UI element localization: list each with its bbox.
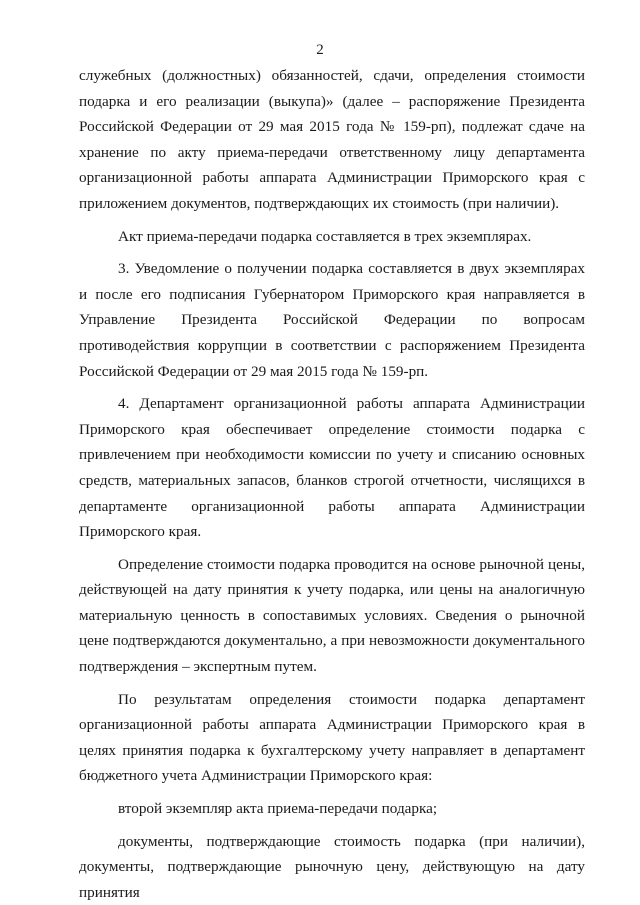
document-body xyxy=(79,63,585,905)
paragraph-act-copies: Акт приема-передачи подарка составляется в трех экземплярах. xyxy=(118,227,532,245)
paragraph-second-copy: второй экземпляр акта приема-передачи подарка; xyxy=(118,800,438,818)
paragraph-valuation: Определение стоимости подарка проводится на основе рыночной цены, действующей на дату принятия к учету подарка, или цены на аналогичную материальную ценность в сопоставимых условиях. Сведения о рыночной цене подтверждаются документально, а при невозможности документального подтверждения – экспертным путем. xyxy=(79,555,585,676)
page-number: 2 xyxy=(316,42,324,58)
paragraph-continuation: служебных (должностных) обязанностей, сдачи, определения стоимости подарка и его реализации (выкупа)» (далее – распоряжение Президента Российской Федерации от 29 мая 2015 года № 159-рп), подлежат сдаче на хранение по акту приема-передачи ответственному лицу департамента организационной работы аппарата Администрации Приморского края с приложением документов, подтверждающих их стоимость (при наличии). xyxy=(79,67,585,212)
paragraph-item-4: 4. Департамент организационной работы аппарата Администрации Приморского края обеспечивает определение стоимости подарка с привлечением при необходимости комиссии по учету и списанию основных средств, материальных запасов, бланков строгой отчетности, числящихся в департаменте организационной работы аппарата Администрации Приморского края. xyxy=(79,395,585,541)
paragraph-documents: документы, подтверждающие стоимость подарка (при наличии), документы, подтверждающие рыночную цену, действующую на дату принятия xyxy=(79,832,585,901)
paragraph-item-3: 3. Уведомление о получении подарка составляется в двух экземплярах и после его подписания Губернатором Приморского края направляется в Управление Президента Российской Федерации по вопросам противодействия коррупции в соответствии с распоряжением Президента Российской Федерации от 29 мая 2015 года № 159-рп. xyxy=(79,260,585,380)
paragraph-results: По результатам определения стоимости подарка департамент организационной работы аппарата Администрации Приморского края в целях принятия подарка к бухгалтерскому учету направляет в департамент бюджетного учета Администрации Приморского края: xyxy=(79,690,585,785)
